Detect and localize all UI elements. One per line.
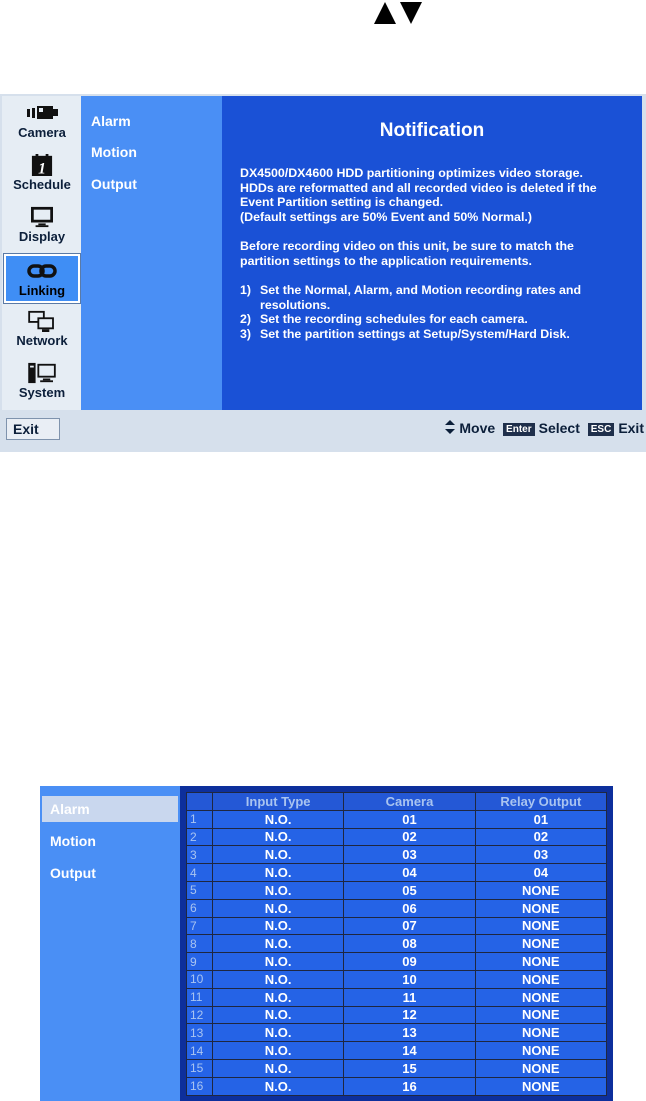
table-row[interactable]: [187, 881, 607, 899]
notification-step: [240, 327, 636, 342]
input-type-cell[interactable]: N.O.: [213, 953, 344, 971]
header-input-type: Input Type: [213, 793, 344, 811]
camera-cell[interactable]: 07: [344, 917, 475, 935]
sidebar-item-schedule[interactable]: [4, 150, 80, 199]
notification-step: [240, 312, 636, 327]
step-number: 3): [240, 326, 252, 341]
input-type-cell[interactable]: N.O.: [213, 935, 344, 953]
table-row[interactable]: [187, 846, 607, 864]
row-number: 6: [187, 899, 213, 917]
submenu-item-alarm[interactable]: Alarm: [42, 796, 178, 822]
input-type-cell[interactable]: N.O.: [213, 1006, 344, 1024]
step-text: Set the Normal, Alarm, and Motion recording rates and resolutions.: [260, 283, 582, 312]
up-down-arrows-icon: [372, 0, 436, 26]
row-number: 11: [187, 988, 213, 1006]
row-number: 10: [187, 970, 213, 988]
relay-output-cell[interactable]: NONE: [475, 1042, 606, 1060]
input-type-cell[interactable]: N.O.: [213, 988, 344, 1006]
sidebar-item-label: Linking: [18, 283, 66, 298]
monitor-icon: [27, 206, 57, 228]
table-header-row: [187, 793, 607, 811]
alarm-table: [186, 792, 607, 1096]
camera-cell[interactable]: 11: [344, 988, 475, 1006]
step-text: Set the partition settings at Setup/System/Hard Disk.: [260, 326, 570, 341]
relay-output-cell[interactable]: 04: [475, 864, 606, 882]
camera-cell[interactable]: 16: [344, 1077, 475, 1095]
sidebar-item-linking[interactable]: [4, 254, 80, 303]
relay-output-cell[interactable]: NONE: [475, 988, 606, 1006]
relay-output-cell[interactable]: 03: [475, 846, 606, 864]
alarm-linking-screen: [40, 786, 613, 1101]
header-index: [187, 793, 213, 811]
relay-output-cell[interactable]: NONE: [475, 1077, 606, 1095]
alarm-grid: [186, 792, 607, 1095]
relay-output-cell[interactable]: NONE: [475, 1024, 606, 1042]
table-row[interactable]: [187, 899, 607, 917]
submenu-item-output[interactable]: Output: [50, 865, 96, 881]
sidebar-item-label: Camera: [18, 125, 66, 140]
sidebar-item-label: Schedule: [13, 177, 71, 192]
table-row[interactable]: [187, 1059, 607, 1077]
relay-output-cell[interactable]: 01: [475, 810, 606, 828]
input-type-cell[interactable]: N.O.: [213, 917, 344, 935]
input-type-cell[interactable]: N.O.: [213, 1042, 344, 1060]
sidebar-item-label: Display: [18, 229, 66, 244]
camera-cell[interactable]: 08: [344, 935, 475, 953]
table-row[interactable]: [187, 864, 607, 882]
table-row[interactable]: [187, 917, 607, 935]
bottom-bar: [0, 412, 646, 446]
step-number: 1): [240, 283, 252, 297]
step-number: 2): [240, 312, 252, 326]
input-type-cell[interactable]: N.O.: [213, 1024, 344, 1042]
camera-icon: [24, 102, 60, 124]
linking-notification-screen: [0, 94, 646, 452]
submenu-item-output[interactable]: Output: [91, 176, 137, 192]
up-down-icon: [445, 420, 455, 434]
camera-cell[interactable]: 10: [344, 970, 475, 988]
camera-cell[interactable]: 09: [344, 953, 475, 971]
row-number: 13: [187, 1024, 213, 1042]
table-row[interactable]: [187, 1024, 607, 1042]
row-number: 12: [187, 1006, 213, 1024]
camera-cell[interactable]: 04: [344, 864, 475, 882]
sidebar-item-label: Network: [16, 333, 68, 348]
row-number: 16: [187, 1077, 213, 1095]
notification-line: Before recording video on this unit, be sure to match the: [240, 239, 574, 253]
table-row[interactable]: [187, 935, 607, 953]
input-type-cell[interactable]: N.O.: [213, 970, 344, 988]
input-type-cell[interactable]: N.O.: [213, 1059, 344, 1077]
relay-output-cell[interactable]: NONE: [475, 1059, 606, 1077]
enter-key-badge: Enter: [503, 423, 535, 436]
header-camera: Camera: [344, 793, 475, 811]
relay-output-cell[interactable]: NONE: [475, 881, 606, 899]
input-type-cell[interactable]: N.O.: [213, 864, 344, 882]
camera-cell[interactable]: 15: [344, 1059, 475, 1077]
notification-line: HDDs are reformatted and all recorded video is deleted if the: [240, 180, 597, 195]
sidebar-item-network[interactable]: [4, 306, 80, 355]
input-type-cell[interactable]: N.O.: [213, 846, 344, 864]
linking-submenu: [81, 96, 222, 410]
row-number: 8: [187, 935, 213, 953]
table-row[interactable]: [187, 1077, 607, 1095]
svg-text:1: 1: [38, 160, 46, 176]
input-type-cell[interactable]: N.O.: [213, 1077, 344, 1095]
row-number: 4: [187, 864, 213, 882]
relay-output-cell[interactable]: NONE: [475, 917, 606, 935]
submenu-item-motion[interactable]: Motion: [50, 833, 96, 849]
notification-line: (Default settings are 50% Event and 50% Normal.): [240, 209, 532, 224]
input-type-cell[interactable]: N.O.: [213, 828, 344, 846]
link-icon: [25, 260, 59, 282]
relay-output-cell[interactable]: NONE: [475, 935, 606, 953]
table-row[interactable]: [187, 810, 607, 828]
table-row[interactable]: [187, 953, 607, 971]
table-row[interactable]: [187, 970, 607, 988]
linking-submenu: [40, 786, 180, 1101]
camera-cell[interactable]: 13: [344, 1024, 475, 1042]
camera-cell[interactable]: 06: [344, 899, 475, 917]
row-number: 7: [187, 917, 213, 935]
camera-cell[interactable]: 12: [344, 1006, 475, 1024]
camera-cell[interactable]: 03: [344, 846, 475, 864]
submenu-item-alarm[interactable]: Alarm: [91, 113, 131, 129]
camera-cell[interactable]: 05: [344, 881, 475, 899]
notification-panel: [222, 96, 642, 410]
camera-cell[interactable]: 02: [344, 828, 475, 846]
table-row[interactable]: [187, 828, 607, 846]
relay-output-cell[interactable]: NONE: [475, 970, 606, 988]
notification-title: Notification: [379, 120, 485, 141]
notification-line: partition settings to the application requirements.: [240, 253, 532, 268]
row-number: 5: [187, 881, 213, 899]
row-number: 9: [187, 953, 213, 971]
sidebar-item-label: System: [18, 385, 66, 400]
submenu-item-motion[interactable]: Motion: [91, 144, 137, 160]
esc-key-badge: ESC: [588, 423, 615, 436]
relay-output-cell[interactable]: 02: [475, 828, 606, 846]
main-sidebar: [2, 96, 82, 410]
hint-exit: Exit: [618, 420, 644, 436]
input-type-cell[interactable]: N.O.: [213, 899, 344, 917]
network-icon: [25, 310, 59, 332]
calendar-icon: [27, 154, 57, 176]
camera-cell[interactable]: 14: [344, 1042, 475, 1060]
hint-move: Move: [459, 420, 496, 436]
header-relay-output: Relay Output: [475, 793, 606, 811]
exit-button[interactable]: Exit: [6, 418, 60, 440]
step-text: Set the recording schedules for each camera.: [260, 312, 528, 326]
sidebar-item-camera[interactable]: [4, 98, 80, 147]
input-type-cell[interactable]: N.O.: [213, 810, 344, 828]
row-number: 14: [187, 1042, 213, 1060]
relay-output-cell[interactable]: NONE: [475, 953, 606, 971]
hint-select: Select: [538, 420, 580, 436]
camera-cell[interactable]: 01: [344, 810, 475, 828]
system-icon: [25, 362, 59, 384]
row-number: 2: [187, 828, 213, 846]
notification-body: [240, 166, 636, 341]
sidebar-item-system[interactable]: [4, 358, 80, 407]
row-number: 3: [187, 846, 213, 864]
notification-line: Event Partition setting is changed.: [240, 195, 444, 209]
key-hints: [445, 420, 644, 436]
relay-output-cell[interactable]: NONE: [475, 899, 606, 917]
table-row[interactable]: [187, 1042, 607, 1060]
notification-step: [240, 283, 636, 312]
row-number: 1: [187, 810, 213, 828]
table-row[interactable]: [187, 1006, 607, 1024]
input-type-cell[interactable]: N.O.: [213, 881, 344, 899]
notification-line: DX4500/DX4600 HDD partitioning optimizes video storage.: [240, 166, 583, 180]
row-number: 15: [187, 1059, 213, 1077]
table-row[interactable]: [187, 988, 607, 1006]
sidebar-item-display[interactable]: [4, 202, 80, 251]
relay-output-cell[interactable]: NONE: [475, 1006, 606, 1024]
